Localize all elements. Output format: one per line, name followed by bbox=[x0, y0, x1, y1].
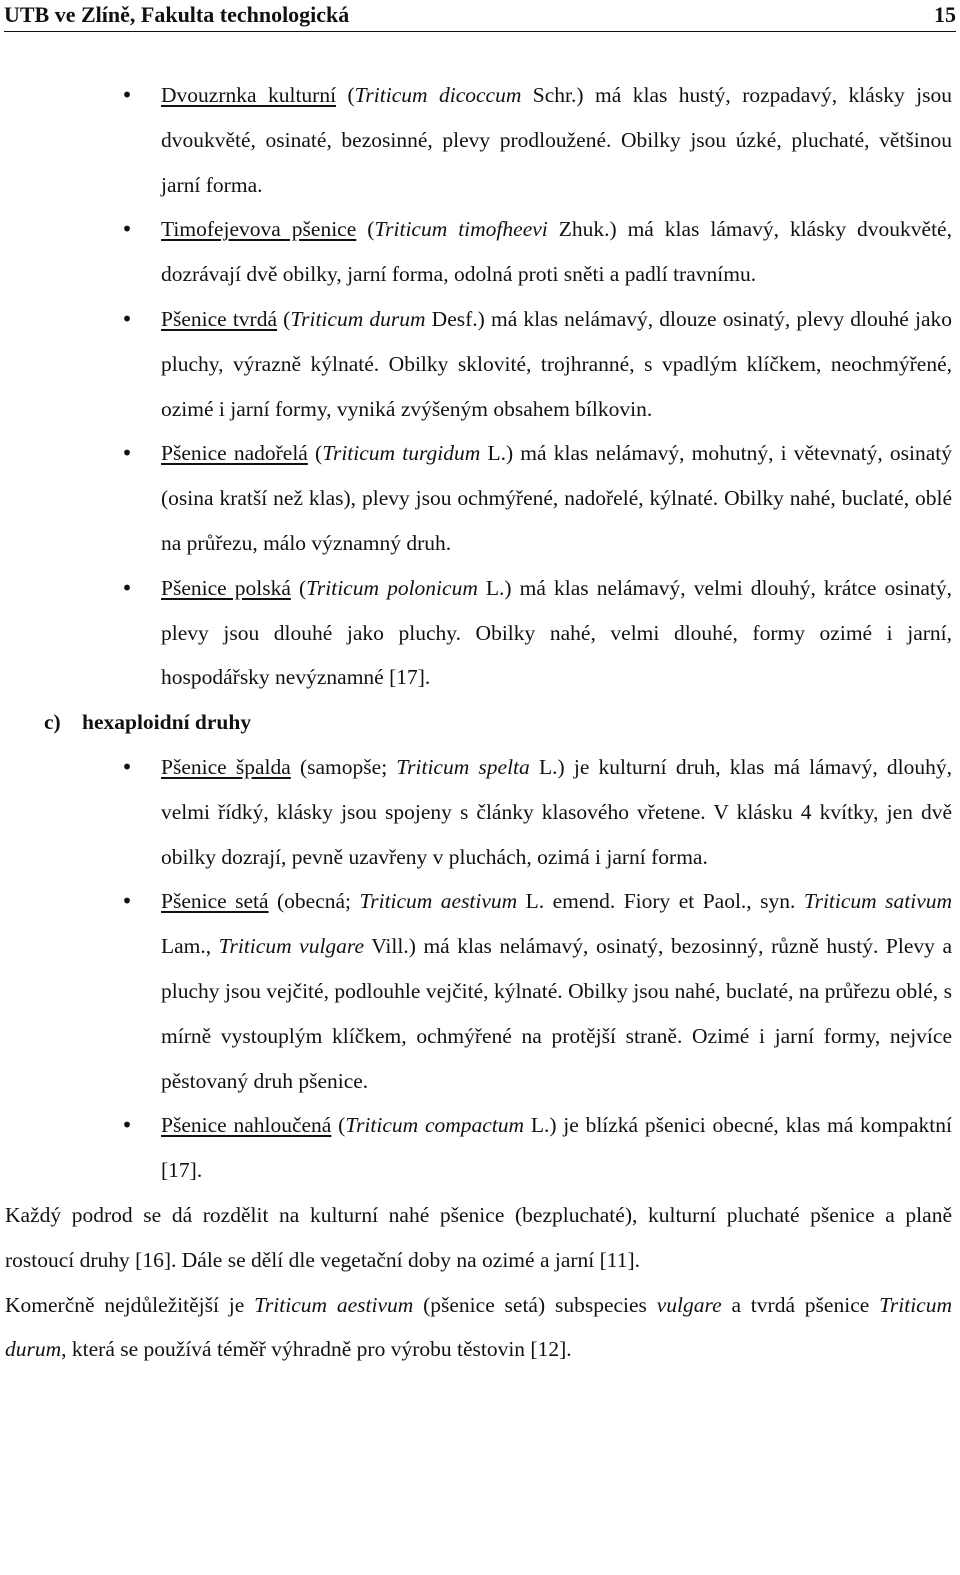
bullet-icon: • bbox=[121, 306, 133, 331]
species-name: Pšenice polská bbox=[161, 575, 291, 600]
text-fragment: (pšenice setá) subspecies bbox=[413, 1292, 657, 1317]
species-description: Zhuk.) má klas lámavý, klásky dvoukvěté, dozrávají dvě obilky, jarní forma, odolná proti sněti a padlí travnímu. bbox=[161, 217, 952, 287]
scientific-name: Triticum spelta bbox=[396, 754, 530, 779]
species-description: Schr.) má klas hustý, rozpadavý, klásky jsou dvoukvěté, osinaté, bezosinné, plevy prodloužené. Obilky jsou úzké, pluchaté, většinou jarní forma. bbox=[161, 83, 952, 197]
tetraploid-species-list bbox=[0, 73, 960, 700]
list-item bbox=[0, 879, 960, 1103]
scientific-name: Triticum dicoccum bbox=[354, 83, 522, 107]
page-number: 15 bbox=[934, 2, 956, 27]
species-description: L.) má klas nelámavý, velmi dlouhý, krátce osinatý, plevy jsou dlouhé jako pluchy. Obilky nahé, velmi dlouhé, formy ozimé i jarní, hospodářsky nevýznamné [17]. bbox=[161, 575, 952, 690]
species-name: Pšenice špalda bbox=[161, 754, 291, 779]
section-title: hexaploidní druhy bbox=[82, 710, 252, 735]
text-fragment: (samopše; bbox=[290, 754, 397, 779]
species-name: Pšenice nahloučená bbox=[161, 1113, 332, 1138]
scientific-name: Triticum vulgare bbox=[218, 934, 365, 959]
species-description: L.) je kulturní druh, klas má lámavý, dlouhý, velmi řídký, klásky jsou spojeny s články klasového vřetene. V klásku 4 kvítky, jen dvě obilky dozrají, pevně uzavřeny v pluchách, ozimá i jarní forma. bbox=[161, 754, 953, 869]
list-item: • Pšenice nadořelá (Triticum turgidum L.) má klas nelámavý, mohutný, i větevnatý, osinatý (osina kratší než klas), plevy jsou ochmýřené, nadořelé, kýlnaté. Obilky nahé, buclaté, oblé na průřezu, málo významný druh. bbox=[0, 431, 960, 565]
list-item: • Timofejevova pšenice (Triticum timofheevi Zhuk.) má klas lámavý, klásky dvoukvěté, dozrávají dvě obilky, jarní forma, odolná proti sněti a padlí travnímu. bbox=[0, 207, 960, 297]
header-title: UTB ve Zlíně, Fakulta technologická bbox=[4, 2, 350, 27]
bullet-icon: • bbox=[121, 754, 133, 779]
list-item: • Pšenice polská (Triticum polonicum L.) má klas nelámavý, velmi dlouhý, krátce osinatý, plevy jsou dlouhé jako pluchy. Obilky nahé, velmi dlouhé, formy ozimé i jarní, hospodářsky nevýznamné [17]. bbox=[0, 566, 960, 700]
running-header bbox=[4, 0, 956, 33]
scientific-name: Triticum durum bbox=[290, 306, 426, 331]
species-description: L.) má klas nelámavý, mohutný, i větevnatý, osinatý (osina kratší než klas), plevy jsou ochmýřené, nadořelé, kýlnaté. Obilky nahé, buclaté, oblé na průřezu, málo významný druh. bbox=[161, 441, 952, 555]
scientific-name: Triticum compactum bbox=[345, 1113, 525, 1138]
text-fragment: ( bbox=[331, 1113, 346, 1138]
page-body bbox=[0, 73, 960, 1372]
text-fragment: a tvrdá pšenice bbox=[721, 1292, 880, 1317]
bullet-icon: • bbox=[121, 83, 133, 107]
species-name: Pšenice nadořelá bbox=[161, 441, 308, 466]
text-fragment: L. emend. Fiory et Paol., syn. bbox=[517, 889, 804, 914]
hexaploid-species-list bbox=[0, 745, 960, 1193]
list-item: • Pšenice tvrdá (Triticum durum Desf.) má klas nelámavý, dlouze osinatý, plevy dlouhé jako pluchy, výrazně kýlnaté. Obilky sklovité, trojhranné, s vpadlým klíčkem, neochmýřené, ozimé i jarní formy, vyniká zvýšeným obsahem bílkovin. bbox=[0, 297, 960, 431]
text-fragment: (obecná; bbox=[268, 889, 360, 914]
list-item bbox=[0, 745, 960, 879]
bullet-icon: • bbox=[121, 217, 133, 242]
species-name: Pšenice tvrdá bbox=[161, 306, 278, 331]
section-heading bbox=[0, 700, 960, 745]
bullet-icon: • bbox=[121, 889, 133, 914]
text-fragment: , která se používá téměř výhradně pro výrobu těstovin [12]. bbox=[61, 1337, 572, 1362]
bullet-icon: • bbox=[121, 441, 133, 466]
text-fragment: Komerčně nejdůležitější je bbox=[5, 1292, 255, 1317]
bullet-icon: • bbox=[121, 1113, 133, 1138]
species-description: L.) je blízká pšenici obecné, klas má kompaktní [17]. bbox=[161, 1113, 952, 1183]
text-fragment: Lam., bbox=[161, 934, 219, 959]
scientific-name: Triticum aestivum bbox=[254, 1292, 414, 1317]
paragraph bbox=[0, 1283, 960, 1373]
species-name: Dvouzrnka kulturní bbox=[161, 83, 337, 107]
scientific-name: Triticum sativum bbox=[803, 889, 953, 914]
species-name: Timofejevova pšenice bbox=[161, 217, 357, 242]
bullet-icon: • bbox=[121, 575, 133, 600]
scientific-name: Triticum polonicum bbox=[306, 575, 478, 600]
species-description: Vill.) má klas nelámavý, osinatý, bezosinný, různě hustý. Plevy a pluchy jsou vejčité, podlouhle vejčité, kýlnaté. Obilky jsou nahé, buclaté, na průřezu oblé, s mírně vystouplým klíčkem, ochmýřené na protější straně. Ozimé i jarní formy, nejvíce pěstovaný druh pšenice. bbox=[161, 934, 952, 1093]
header-rule bbox=[4, 31, 956, 32]
section-marker: c) bbox=[44, 710, 61, 735]
scientific-name: Triticum aestivum bbox=[359, 889, 518, 914]
species-description: Desf.) má klas nelámavý, dlouze osinatý, plevy dlouhé jako pluchy, výrazně kýlnaté. Obilky sklovité, trojhranné, s vpadlým klíčkem, neochmýřené, ozimé i jarní formy, vyniká zvýšeným obsahem bílkovin. bbox=[161, 306, 952, 421]
species-name: Pšenice setá bbox=[161, 889, 269, 914]
list-item bbox=[0, 1103, 960, 1193]
scientific-name: Triticum timofheevi bbox=[374, 217, 548, 242]
paragraph: Každý podrod se dá rozdělit na kulturní nahé pšenice (bezpluchaté), kulturní pluchaté pšenice a planě rostoucí druhy [16]. Dále se dělí dle vegetační doby na ozimé a jarní [11]. bbox=[5, 1202, 952, 1272]
scientific-name: Triticum turgidum bbox=[322, 441, 481, 466]
scientific-name: Triticum durum bbox=[5, 1292, 952, 1362]
list-item: • Dvouzrnka kulturní (Triticum dicoccum Schr.) má klas hustý, rozpadavý, klásky jsou dvoukvěté, osinaté, bezosinné, plevy prodloužené. Obilky jsou úzké, pluchaté, většinou jarní forma. bbox=[0, 73, 960, 207]
scientific-name: vulgare bbox=[656, 1292, 722, 1317]
